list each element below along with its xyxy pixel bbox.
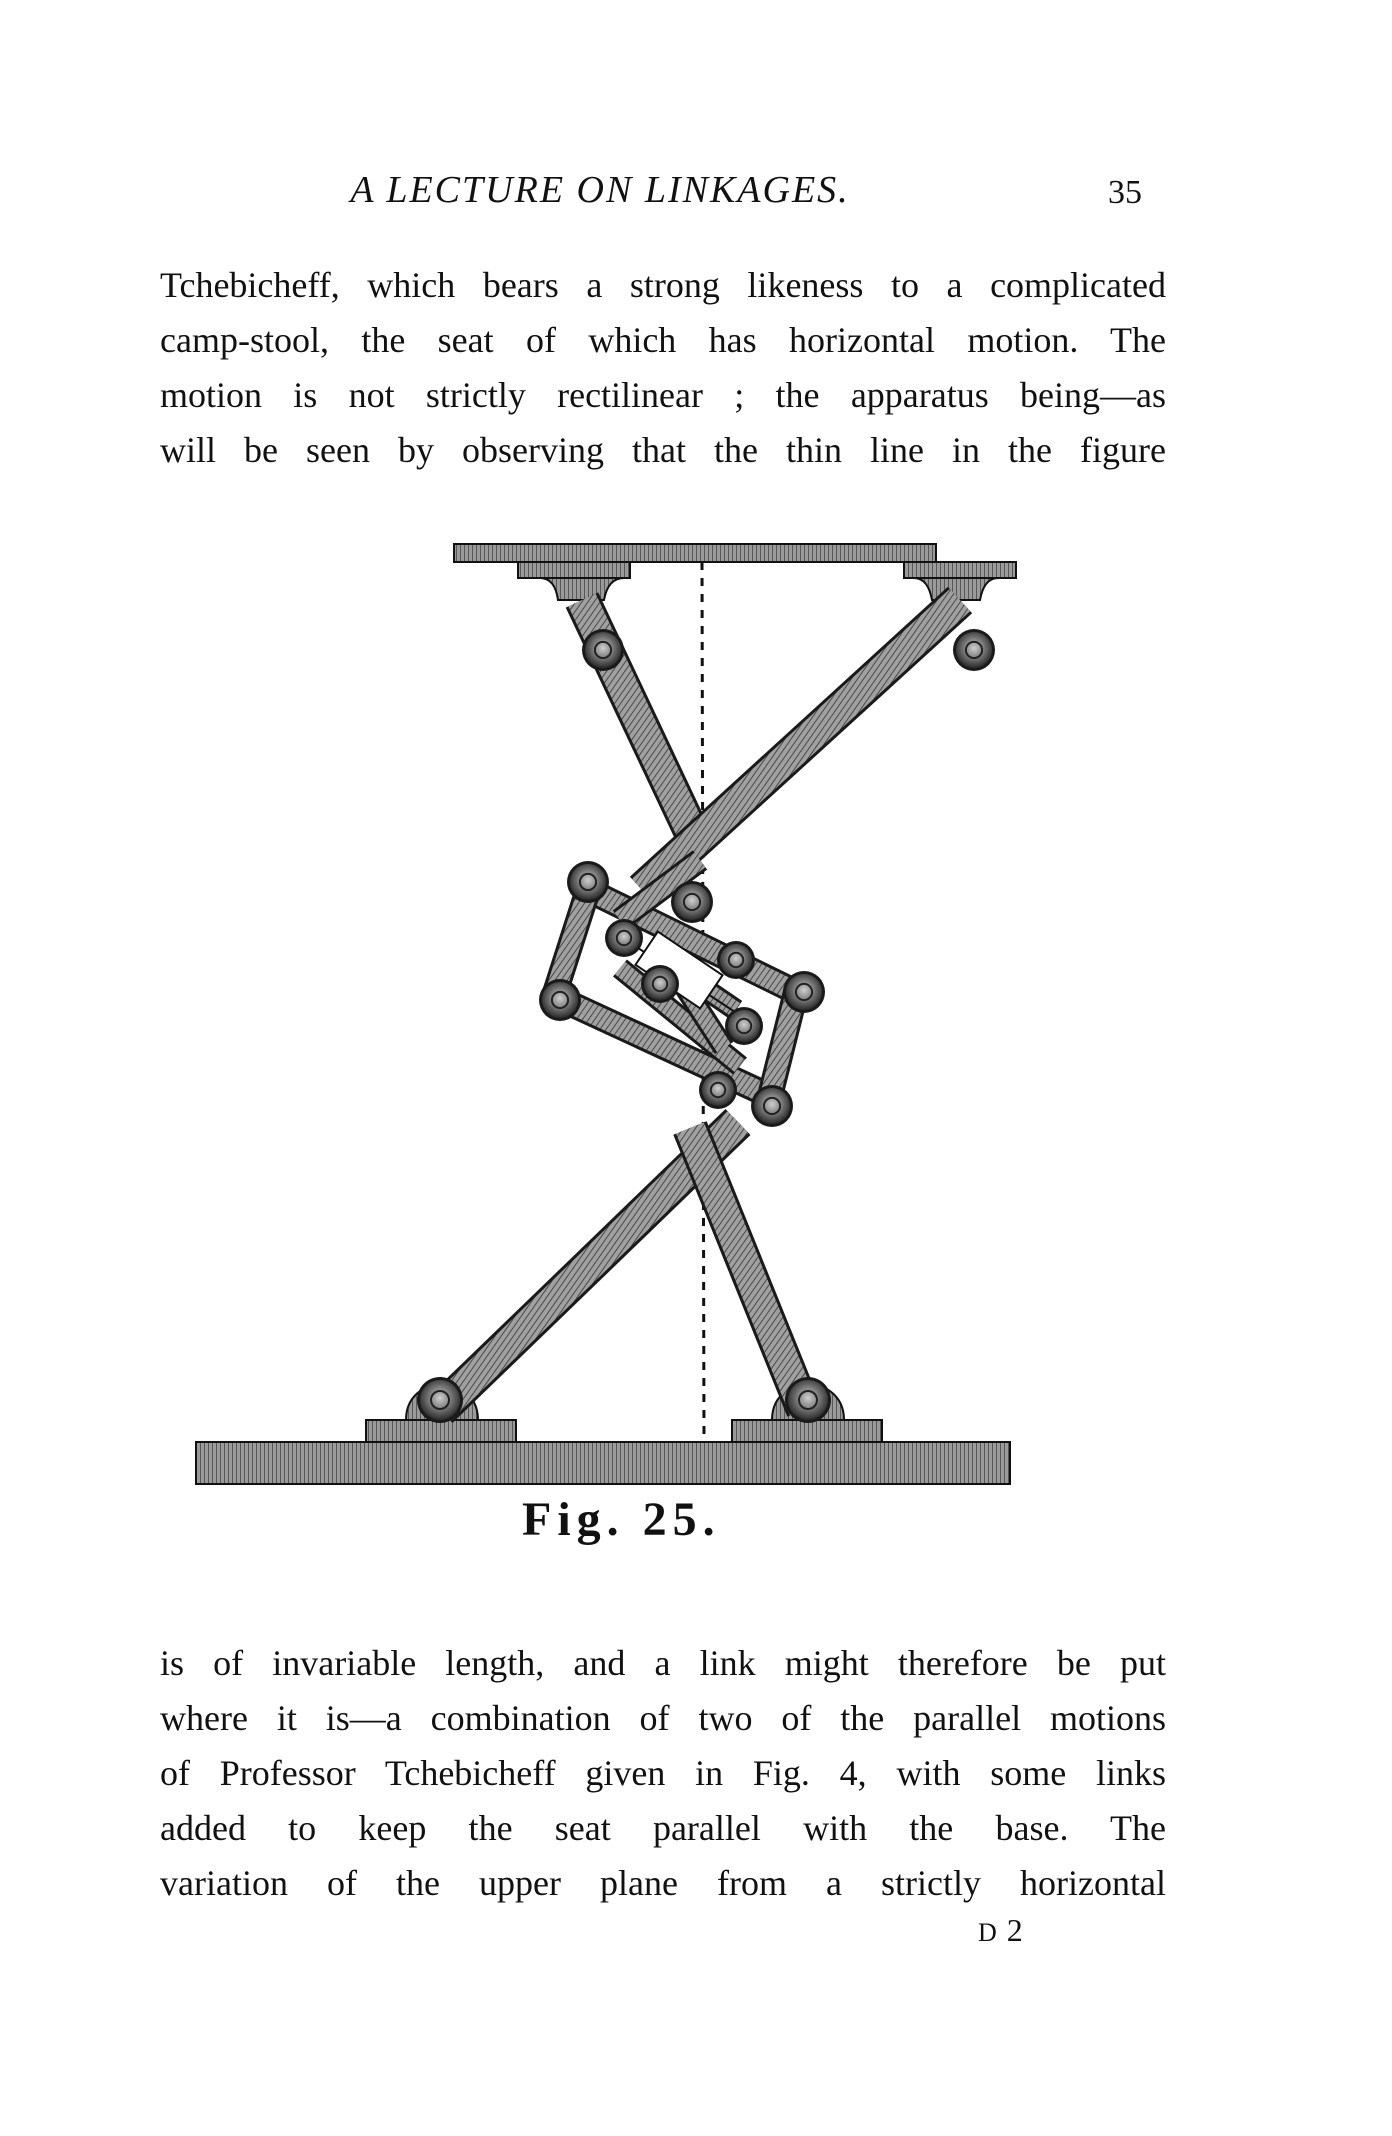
paragraph-top — [160, 258, 1166, 478]
signature-number: 2 — [1006, 1912, 1023, 1948]
pivot-bottom-right — [788, 1380, 828, 1420]
text-line: camp-stool, the seat of which has horizontal motion. The — [160, 320, 1166, 360]
joint-4 — [720, 944, 752, 976]
joint-1 — [570, 864, 606, 900]
pivot-top-right — [956, 632, 992, 668]
joint-9 — [702, 1074, 734, 1106]
text-line: where it is—a combination of two of the parallel motions — [160, 1698, 1166, 1738]
text-line: Tchebicheff, which bears a strong likeness to a complicated — [160, 265, 1166, 305]
joint-8 — [786, 974, 822, 1010]
signature-letter: D — [978, 1918, 997, 1947]
joint-5 — [542, 982, 578, 1018]
text-line: added to keep the seat parallel with the base. The — [160, 1808, 1166, 1848]
seat-lug-left — [540, 578, 624, 600]
text-line: of Professor Tchebicheff given in Fig. 4, with some links — [160, 1753, 1166, 1793]
seat-bracket-right — [904, 562, 1016, 578]
joint-3 — [608, 922, 640, 954]
camp-stool-linkage-illustration — [180, 530, 1140, 1530]
page-number: 35 — [1108, 174, 1142, 211]
joint-6 — [644, 968, 676, 1000]
signature-mark — [978, 1912, 1023, 1949]
leg-upper-right — [642, 600, 960, 890]
paragraph-bottom — [160, 1636, 1166, 1911]
joint-10 — [754, 1088, 790, 1124]
base-plate — [196, 1442, 1010, 1484]
joint-7 — [728, 1010, 760, 1042]
linkage-figure — [180, 530, 1140, 1530]
running-header-title: A LECTURE ON LINKAGES. — [350, 169, 850, 211]
text-line: will be seen by observing that the thin line in the figure — [160, 430, 1166, 470]
text-line: is of invariable length, and a link might therefore be put — [160, 1643, 1166, 1683]
text-line: variation of the upper plane from a strictly horizontal — [160, 1863, 1166, 1903]
seat-plate — [454, 544, 936, 562]
pivot-bottom-left — [420, 1380, 460, 1420]
base-bracket-left — [366, 1420, 516, 1442]
base-bracket-right — [732, 1420, 882, 1442]
joint-2 — [674, 884, 710, 920]
leg-lower-right — [690, 1128, 804, 1410]
pivot-top-left — [585, 632, 621, 668]
seat-bracket-left — [518, 562, 630, 578]
text-line: motion is not strictly rectilinear ; the apparatus being—as — [160, 375, 1166, 415]
figure-caption: Fig. 25. — [522, 1493, 721, 1546]
